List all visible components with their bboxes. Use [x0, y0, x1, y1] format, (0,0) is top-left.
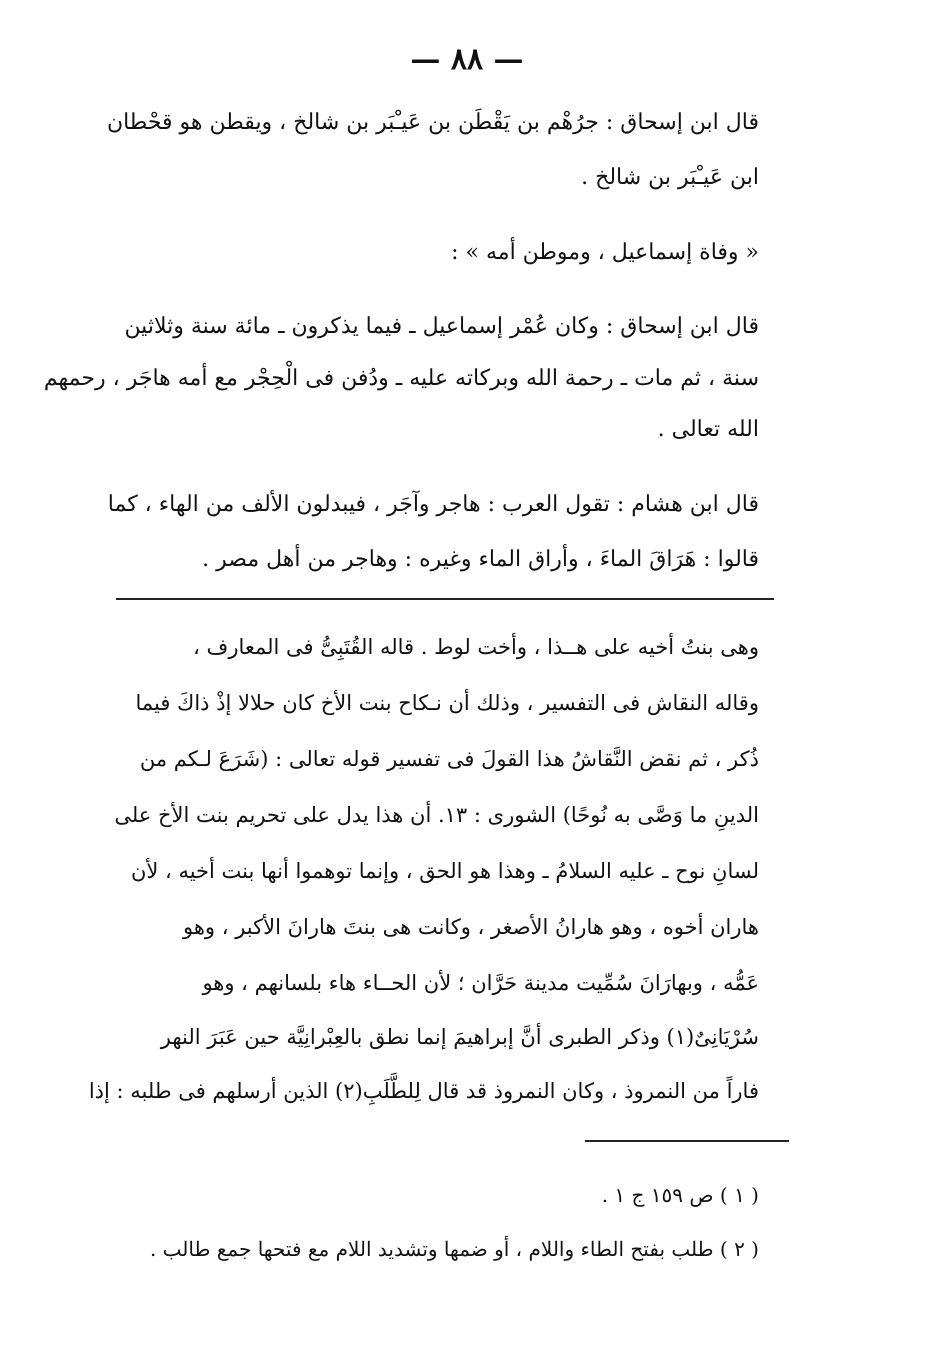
section-heading: « وفاة إسماعيل ، وموطن أمه » : [451, 240, 759, 265]
main-line: الله تعالى . [657, 417, 759, 442]
footnote-1: ( ١ ) ص ١٥٩ ج ١ . [601, 1183, 759, 1207]
commentary-line: ذُكر ، ثم نقض النَّقاشُ هذا القولَ فى تفسير قوله تعالى : (شَرَعَ لـكم من [139, 747, 759, 771]
footnote-divider [585, 1140, 789, 1142]
commentary-line: وقاله النقاش فى التفسير ، وذلك أن نـكاح بنت الأخ كان حلالا إذْ ذاكَ فيما [135, 691, 759, 715]
commentary-line: عَمُّه ، وبهارَانَ سُمِّيت مدينة حَرَّان ؛ لأن الحــاء هاء بلسانهم ، وهو [202, 971, 759, 995]
commentary-line: فاراً من النمروذ ، وكان النمروذ قد قال لِلطَّلَبِ(٢) الذين أرسلهم فى طلبه : إذا [88, 1079, 759, 1103]
section-divider [116, 598, 774, 600]
commentary-line: هاران أخوه ، وهو هارانُ الأصغر ، وكانت هى بنتَ هارانَ الأكبر ، وهو [183, 915, 759, 939]
main-line: قال ابن إسحاق : جرُهْم بن يَقْطَن بن عَيـْبَر بن شالخ ، ويقطن هو قحْطان [106, 110, 759, 135]
commentary-line: الدينِ ما وَصَّى به نُوحًا) الشورى : ١٣. أن هذا يدل على تحريم بنت الأخ على [114, 803, 759, 827]
commentary-line: لسانِ نوح ـ عليه السلامُ ـ وهذا هو الحق ، وإنما توهموا أنها بنت أخيه ، لأن [130, 859, 759, 883]
footnote-2: ( ٢ ) طلب بفتح الطاء واللام ، أو ضمها وتشديد اللام مع فتحها جمع طالب . [149, 1237, 759, 1261]
main-line: قالوا : هَرَاقَ الماءَ ، وأراق الماء وغيره : وهاجر من أهل مصر . [202, 547, 759, 572]
main-line: ابن عَيـْبَر بن شالخ . [581, 165, 759, 190]
main-line: قال ابن إسحاق : وكان عُمْر إسماعيل ـ فيما يذكرون ـ مائة سنة وثلاثين [124, 314, 759, 339]
page-number: — ٨٨ — [410, 42, 524, 77]
main-line: سنة ، ثم مات ـ رحمة الله وبركاته عليه ـ ودُفن فى الْحِجْر مع أمه هاجَر ، رحمهم [43, 366, 759, 391]
commentary-line: وهى بنتُ أخيه على هــذا ، وأخت لوط . قاله القُتَبِىُّ فى المعارف ، [193, 635, 759, 659]
main-line: قال ابن هشام : تقول العرب : هاجر وآجَر ، فيبدلون الألف من الهاء ، كما [107, 492, 759, 517]
commentary-line: سُرْيَانِىٌ(١) وذكر الطبرى أنَّ إبراهيمَ إنما نطق بالعِبْرانِيَّة حين عَبَرَ النهر [160, 1025, 759, 1049]
